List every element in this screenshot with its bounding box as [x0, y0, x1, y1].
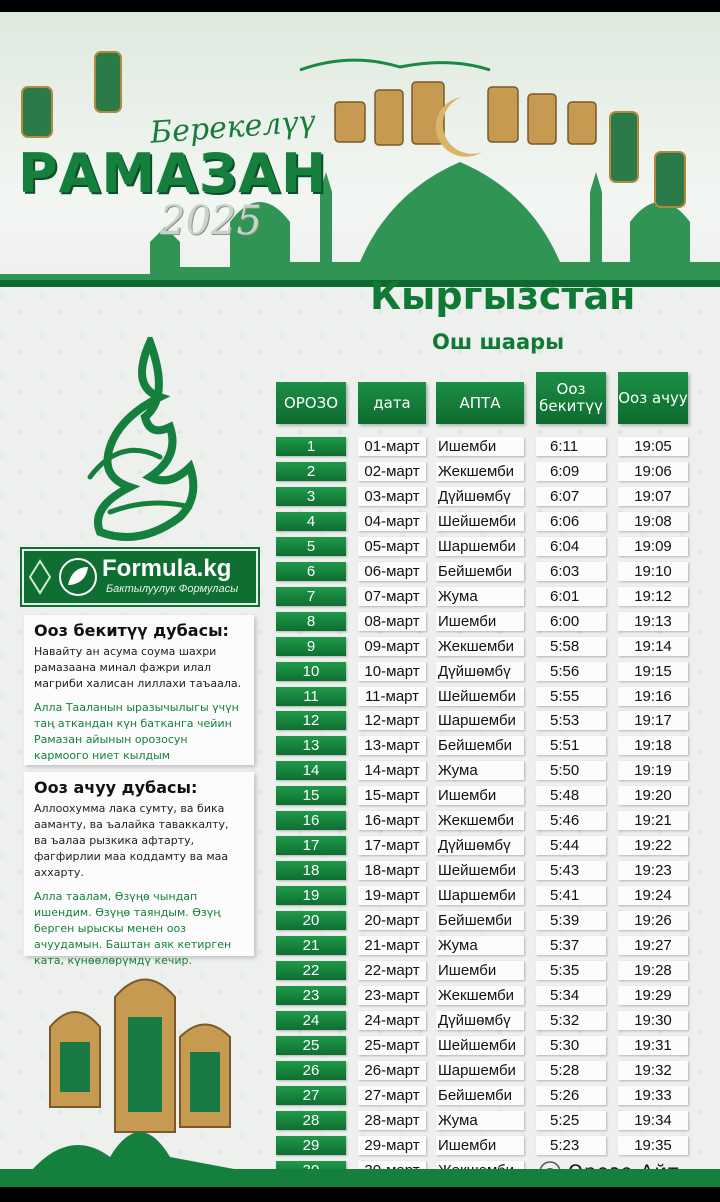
lanterns-illustration	[30, 957, 250, 1172]
title-bereke: Берекелүү	[148, 104, 317, 151]
cell-date: 19-март	[358, 886, 426, 905]
cell-date: 07-март	[358, 587, 426, 606]
cell-fast-number: 7	[276, 587, 346, 606]
cell-suhoor-time: 5:39	[536, 911, 606, 930]
table-row	[276, 986, 688, 1005]
cell-date: 16-март	[358, 811, 426, 830]
iftar-dua-card	[24, 772, 254, 967]
cell-iftar-time: 19:26	[618, 911, 688, 930]
cell-weekday: Жекшемби	[436, 811, 524, 830]
cell-iftar-time: 19:23	[618, 861, 688, 880]
cell-weekday: Жекшемби	[436, 637, 524, 656]
cell-date: 18-март	[358, 861, 426, 880]
table-row	[276, 1036, 688, 1055]
cell-weekday: Жума	[436, 936, 524, 955]
cell-iftar-time: 19:14	[618, 637, 688, 656]
cell-date: 11-март	[358, 687, 426, 706]
cell-date: 08-март	[358, 612, 426, 631]
cell-weekday: Шаршемби	[436, 1061, 524, 1080]
cell-fast-number: 5	[276, 537, 346, 556]
table-row	[276, 1111, 688, 1130]
cell-date: 21-март	[358, 936, 426, 955]
cell-weekday: Шаршемби	[436, 711, 524, 730]
cell-weekday: Шаршемби	[436, 886, 524, 905]
cell-suhoor-time: 6:00	[536, 612, 606, 631]
cell-date: 03-март	[358, 487, 426, 506]
cell-date: 29-март	[358, 1136, 426, 1155]
cell-iftar-time: 19:08	[618, 512, 688, 531]
cell-iftar-time: 19:12	[618, 587, 688, 606]
cell-weekday: Дүйшөмбү	[436, 487, 524, 506]
cell-suhoor-time: 5:44	[536, 836, 606, 855]
cell-date: 10-март	[358, 662, 426, 681]
table-row	[276, 936, 688, 955]
iftar-dua-title: Ооз ачуу дубасы:	[34, 778, 198, 797]
cell-fast-number: 13	[276, 736, 346, 755]
title-ramazan: РАМАЗАН	[18, 142, 328, 205]
cell-suhoor-time: 5:34	[536, 986, 606, 1005]
cell-iftar-time: 19:05	[618, 437, 688, 456]
cell-fast-number: 15	[276, 786, 346, 805]
cell-iftar-time: 19:28	[618, 961, 688, 980]
cell-iftar-time: 19:35	[618, 1136, 688, 1155]
cell-date: 15-март	[358, 786, 426, 805]
cell-weekday: Бейшемби	[436, 911, 524, 930]
cell-date: 20-март	[358, 911, 426, 930]
cell-weekday: Жума	[436, 761, 524, 780]
cell-fast-number: 22	[276, 961, 346, 980]
table-row	[276, 1061, 688, 1080]
cell-iftar-time: 19:10	[618, 562, 688, 581]
cell-iftar-time: 19:21	[618, 811, 688, 830]
cell-suhoor-time: 5:51	[536, 736, 606, 755]
cell-date: 27-март	[358, 1086, 426, 1105]
cell-suhoor-time: 6:06	[536, 512, 606, 531]
cell-fast-number: 14	[276, 761, 346, 780]
cell-date: 14-март	[358, 761, 426, 780]
suhoor-dua-card	[24, 615, 254, 765]
table-row	[276, 462, 688, 481]
cell-suhoor-time: 5:41	[536, 886, 606, 905]
cell-suhoor-time: 5:56	[536, 662, 606, 681]
table-row	[276, 761, 688, 780]
cell-weekday: Ишемби	[436, 612, 524, 631]
cell-suhoor-time: 5:58	[536, 637, 606, 656]
rooftop-lanterns-icon	[335, 82, 596, 145]
cell-iftar-time: 19:32	[618, 1061, 688, 1080]
cell-date: 01-март	[358, 437, 426, 456]
cell-suhoor-time: 5:25	[536, 1111, 606, 1130]
cell-iftar-time: 19:19	[618, 761, 688, 780]
cell-iftar-time: 19:16	[618, 687, 688, 706]
cell-fast-number: 8	[276, 612, 346, 631]
cell-fast-number: 18	[276, 861, 346, 880]
cell-suhoor-time: 5:43	[536, 861, 606, 880]
table-row	[276, 487, 688, 506]
table-row	[276, 637, 688, 656]
cell-fast-number: 3	[276, 487, 346, 506]
table-row	[276, 811, 688, 830]
table-row	[276, 562, 688, 581]
table-row	[276, 886, 688, 905]
cell-suhoor-time: 5:46	[536, 811, 606, 830]
cell-date: 22-март	[358, 961, 426, 980]
cell-fast-number: 6	[276, 562, 346, 581]
cell-suhoor-time: 5:23	[536, 1136, 606, 1155]
cell-suhoor-time: 5:37	[536, 936, 606, 955]
suhoor-dua-text: Навайту ан асума соума шахри рамазаана минал фажри илал магриби халисан лиллахи таъаала.	[34, 645, 242, 690]
cell-suhoor-time: 5:48	[536, 786, 606, 805]
cell-suhoor-time: 6:11	[536, 437, 606, 456]
ornament-icon	[28, 559, 52, 595]
cell-fast-number: 10	[276, 662, 346, 681]
cell-date: 17-март	[358, 836, 426, 855]
cell-suhoor-time: 6:07	[536, 487, 606, 506]
cell-iftar-time: 19:22	[618, 836, 688, 855]
table-row	[276, 961, 688, 980]
table-row	[276, 711, 688, 730]
cell-iftar-time: 19:27	[618, 936, 688, 955]
ramadan-calligraphy-icon	[70, 337, 210, 547]
cell-iftar-time: 19:09	[618, 537, 688, 556]
cell-suhoor-time: 5:28	[536, 1061, 606, 1080]
cell-date: 26-март	[358, 1061, 426, 1080]
cell-date: 13-март	[358, 736, 426, 755]
brand-tagline: Бактылуулук Формуласы	[106, 583, 239, 595]
cell-date: 25-март	[358, 1036, 426, 1055]
city-subtitle: Ош шаары	[432, 330, 565, 354]
cell-weekday: Шейшемби	[436, 861, 524, 880]
cell-weekday: Жума	[436, 1111, 524, 1130]
cell-fast-number: 27	[276, 1086, 346, 1105]
header-orozo: ОРОЗО	[276, 382, 346, 424]
cell-iftar-time: 19:20	[618, 786, 688, 805]
cell-fast-number: 12	[276, 711, 346, 730]
table-row	[276, 437, 688, 456]
poster	[0, 12, 720, 1187]
header-weekday: АПТА	[436, 382, 524, 424]
table-row	[276, 786, 688, 805]
cell-weekday: Ишемби	[436, 961, 524, 980]
table-row	[276, 836, 688, 855]
cell-date: 04-март	[358, 512, 426, 531]
table-row	[276, 512, 688, 531]
cell-suhoor-time: 6:04	[536, 537, 606, 556]
brand-logo-box	[22, 549, 258, 605]
cell-fast-number: 23	[276, 986, 346, 1005]
cell-fast-number: 19	[276, 886, 346, 905]
cell-weekday: Шаршемби	[436, 537, 524, 556]
cell-fast-number: 11	[276, 687, 346, 706]
cell-fast-number: 4	[276, 512, 346, 531]
cell-weekday: Дүйшөмбү	[436, 1011, 524, 1030]
bottom-band	[0, 1169, 720, 1187]
cell-iftar-time: 19:13	[618, 612, 688, 631]
cell-suhoor-time: 6:01	[536, 587, 606, 606]
cell-weekday: Дүйшөмбү	[436, 836, 524, 855]
cell-weekday: Ишемби	[436, 1136, 524, 1155]
suhoor-dua-meaning: Алла Тааланын ыразычылыгы үчүн таң аткандан күн батканга чейин Рамазан айынын орозосун кармоого ниет кылдым	[34, 701, 239, 762]
cell-suhoor-time: 5:55	[536, 687, 606, 706]
cell-suhoor-time: 5:50	[536, 761, 606, 780]
cell-fast-number: 25	[276, 1036, 346, 1055]
cell-iftar-time: 19:30	[618, 1011, 688, 1030]
table-row	[276, 612, 688, 631]
cell-date: 23-март	[358, 986, 426, 1005]
cell-date: 28-март	[358, 1111, 426, 1130]
cell-fast-number: 2	[276, 462, 346, 481]
cell-fast-number: 24	[276, 1011, 346, 1030]
cell-date: 02-март	[358, 462, 426, 481]
table-row	[276, 1011, 688, 1030]
country-title: Кыргызстан	[370, 274, 636, 318]
brand-leaf-icon	[58, 557, 98, 597]
suhoor-dua-title: Ооз бекитүү дубасы:	[34, 621, 229, 640]
table-row	[276, 1136, 688, 1155]
table-row	[276, 1086, 688, 1105]
cell-weekday: Шейшемби	[436, 512, 524, 531]
title-year: 2025	[160, 198, 262, 244]
cell-fast-number: 1	[276, 437, 346, 456]
cell-weekday: Бейшемби	[436, 736, 524, 755]
cell-suhoor-time: 5:32	[536, 1011, 606, 1030]
cell-suhoor-time: 5:30	[536, 1036, 606, 1055]
table-row	[276, 911, 688, 930]
table-row	[276, 587, 688, 606]
cell-weekday: Жума	[436, 587, 524, 606]
cell-suhoor-time: 6:03	[536, 562, 606, 581]
table-row	[276, 861, 688, 880]
cell-date: 12-март	[358, 711, 426, 730]
iftar-dua-meaning: Алла таалам, Өзүңө чындап ишендим. Өзүңө таяндым. Өзүң берген ырыскы менен ооз ачуудамын. Баштан аяк кетирген ката, күнөөлөрүмдү кечир.	[34, 890, 232, 967]
cell-weekday: Бейшемби	[436, 562, 524, 581]
cell-weekday: Ишемби	[436, 437, 524, 456]
cell-iftar-time: 19:18	[618, 736, 688, 755]
cell-iftar-time: 19:24	[618, 886, 688, 905]
cell-fast-number: 16	[276, 811, 346, 830]
iftar-dua-text: Аллоохумма лака сумту, ва бика ааманту, ва ъалайка таваккалту, ва ъалаа рызкика афтарту, фагфирлии маа коддамту ва маа аххарту.	[34, 802, 229, 879]
brand-name: Formula.kg	[102, 555, 232, 582]
cell-fast-number: 29	[276, 1136, 346, 1155]
cell-suhoor-time: 5:35	[536, 961, 606, 980]
cell-fast-number: 26	[276, 1061, 346, 1080]
cell-fast-number: 9	[276, 637, 346, 656]
cell-suhoor-time: 5:26	[536, 1086, 606, 1105]
table-row	[276, 736, 688, 755]
cell-iftar-time: 19:06	[618, 462, 688, 481]
cell-iftar-time: 19:17	[618, 711, 688, 730]
table-row	[276, 537, 688, 556]
cell-suhoor-time: 6:09	[536, 462, 606, 481]
header-iftar: Ооз ачуу	[618, 372, 688, 424]
cell-fast-number: 20	[276, 911, 346, 930]
cell-date: 06-март	[358, 562, 426, 581]
cell-fast-number: 28	[276, 1111, 346, 1130]
cell-iftar-time: 19:34	[618, 1111, 688, 1130]
cell-suhoor-time: 5:53	[536, 711, 606, 730]
cell-iftar-time: 19:29	[618, 986, 688, 1005]
cell-weekday: Ишемби	[436, 786, 524, 805]
cell-iftar-time: 19:15	[618, 662, 688, 681]
cell-date: 24-март	[358, 1011, 426, 1030]
table-row	[276, 687, 688, 706]
cell-iftar-time: 19:07	[618, 487, 688, 506]
cell-weekday: Жекшемби	[436, 462, 524, 481]
cell-weekday: Шейшемби	[436, 1036, 524, 1055]
cell-iftar-time: 19:33	[618, 1086, 688, 1105]
cell-weekday: Шейшемби	[436, 687, 524, 706]
table-row	[276, 662, 688, 681]
header-suhoor: Ооз бекитүү	[536, 372, 606, 424]
cell-iftar-time: 19:31	[618, 1036, 688, 1055]
cell-date: 05-март	[358, 537, 426, 556]
cell-date: 09-март	[358, 637, 426, 656]
cell-weekday: Жекшемби	[436, 986, 524, 1005]
cell-fast-number: 17	[276, 836, 346, 855]
cell-fast-number: 21	[276, 936, 346, 955]
header-date: дата	[358, 382, 426, 424]
cell-weekday: Дүйшөмбү	[436, 662, 524, 681]
cell-weekday: Бейшемби	[436, 1086, 524, 1105]
